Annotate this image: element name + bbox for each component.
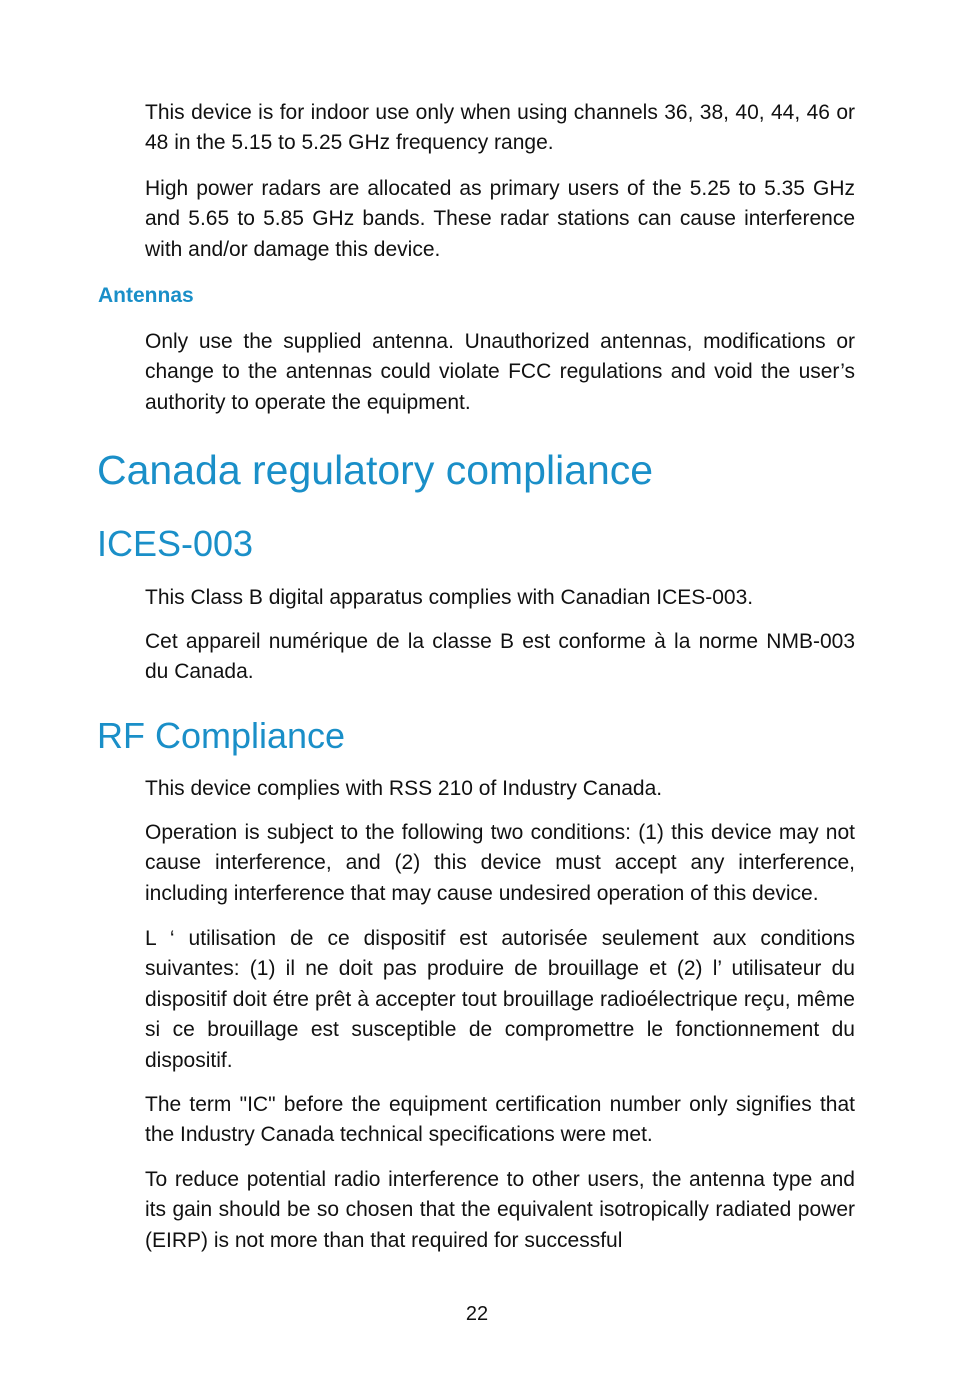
ices-french-paragraph: Cet appareil numérique de la classe B est conforme à la norme NMB-003 du Canada. (145, 630, 855, 684)
ices-english-paragraph: This Class B digital apparatus complies with Canadian ICES-003. (145, 586, 754, 609)
page-number: 22 (465, 1303, 489, 1325)
rss-paragraph: This device complies with RSS 210 of Industry Canada. (145, 777, 663, 800)
rf-compliance-heading: RF Compliance (97, 715, 346, 756)
ices-heading: ICES-003 (97, 523, 254, 564)
canada-compliance-title: Canada regulatory compliance (97, 447, 654, 493)
french-conditions-paragraph: L ‘ utilisation de ce dispositif est autorisée seulement aux conditions suivantes: (1) il ne doit pas produire de brouillage et (2) l’ utilisateur du dispositif doit étre prêt à accepter tout brouillage radioélectrique reçu, même si ce brouillage est susceptible de compromettre le fonctionnement du dispositif. (145, 927, 855, 1072)
interference-paragraph: To reduce potential radio interference to other users, the antenna type and its gain should be so chosen that the equivalent isotropically radiated power (EIRP) is not more than that required for successful (145, 1168, 855, 1252)
ic-term-paragraph: The term "IC" before the equipment certification number only signifies that the Industry Canada technical specifications were met. (145, 1093, 855, 1147)
conditions-paragraph: Operation is subject to the following two conditions: (1) this device may not cause interference, and (2) this device must accept any interference, including interference that may cause undesired operation of this device. (145, 821, 855, 905)
indoor-use-paragraph: This device is for indoor use only when using channels 36, 38, 40, 44, 46 or 48 in the 5.15 to 5.25 GHz frequency range. (145, 101, 855, 155)
radar-paragraph: High power radars are allocated as primary users of the 5.25 to 5.35 GHz and 5.65 to 5.85 GHz bands. These radar stations can cause interference with and/or damage this device. (145, 177, 855, 261)
antennas-heading: Antennas (98, 284, 194, 307)
antennas-paragraph: Only use the supplied antenna. Unauthorized antennas, modifications or change to the antennas could violate FCC regulations and void the user’s authority to operate the equipment. (145, 330, 855, 414)
